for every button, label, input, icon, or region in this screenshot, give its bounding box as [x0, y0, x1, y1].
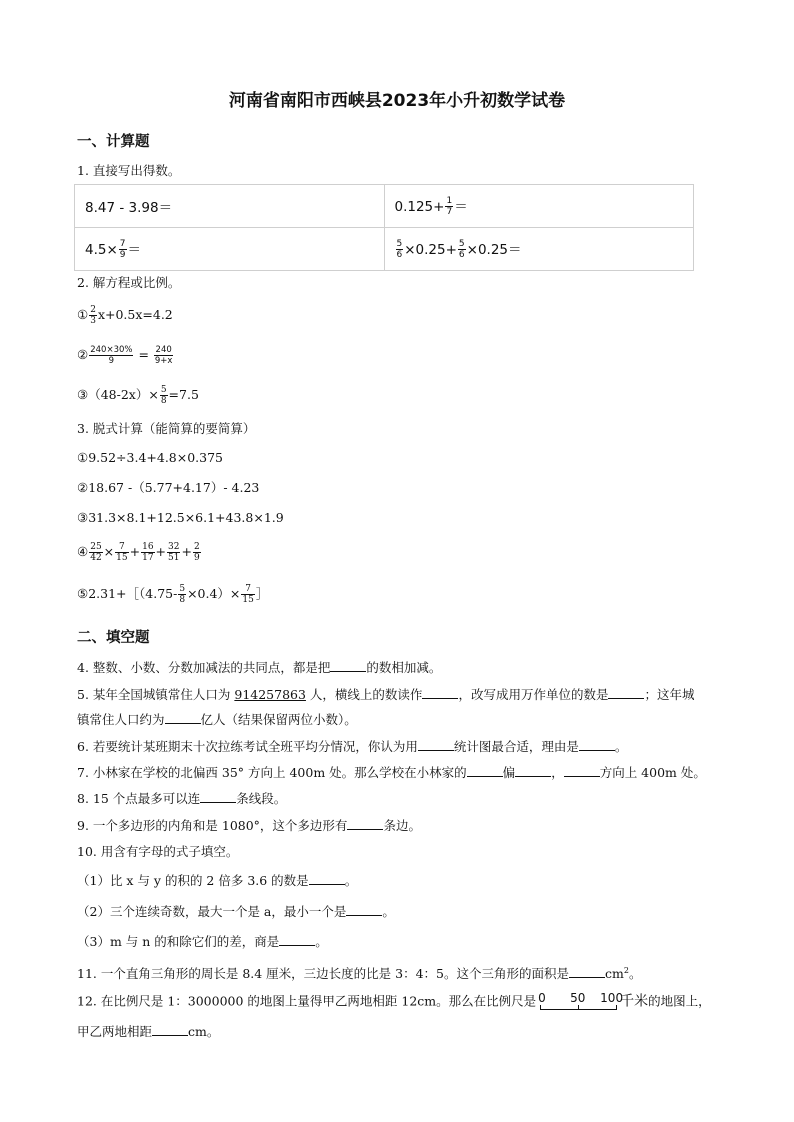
- section-calculation: 一、计算题: [77, 134, 150, 150]
- answer-blank[interactable]: [346, 903, 382, 916]
- fill-question-10-1: （1）比 x 与 y 的积的 2 倍多 3.6 的数是 。: [77, 873, 358, 888]
- calculation-5: ⑤2.31+［（4.75- $\frac{5}{8}$ ×0.4）× $\frac{7}{15}$ ］: [77, 584, 269, 605]
- answer-blank[interactable]: [515, 764, 551, 777]
- fill-question-12: 12. 在比例尺是 1：3000000 的地图上量得甲乙两地相距 12cm。那么在比例尺是 0 50 100 千米的地图上，: [77, 991, 711, 1013]
- calc-cell-4: $\frac{5}{6}$ ×0.25+ $\frac{5}{6}$ ×0.25＝: [384, 228, 694, 271]
- question-1: 1. 直接写出得数。: [77, 163, 181, 178]
- calculation-1: ①9.52÷3.4+4.8×0.375: [77, 450, 224, 465]
- answer-blank[interactable]: [330, 659, 366, 672]
- fill-question-7: 7. 小林家在学校的北偏西 35° 方向上 400m 处。那么学校在小林家的 偏 ， 方向上 400m 处。: [77, 765, 706, 780]
- answer-blank[interactable]: [579, 738, 615, 751]
- scale-bar: 0 50 100: [538, 991, 618, 1013]
- fill-question-9: 9. 一个多边形的内角和是 1080°，这个多边形有 条边。: [77, 818, 421, 833]
- answer-blank[interactable]: [152, 1023, 188, 1036]
- section-fill-blank: 二、填空题: [77, 630, 150, 646]
- answer-blank[interactable]: [165, 711, 201, 724]
- answer-blank[interactable]: [569, 965, 605, 978]
- calculation-3: ③31.3×8.1+12.5×6.1+43.8×1.9: [77, 510, 284, 525]
- fill-question-12-cont: 甲乙两地相距 cm。: [77, 1024, 220, 1039]
- fill-question-10-2: （2）三个连续奇数，最大一个是 a，最小一个是 。: [77, 904, 395, 919]
- page-title: 河南省南阳市西峡县2023年小升初数学试卷: [228, 91, 566, 111]
- fill-question-10: 10. 用含有字母的式子填空。: [77, 844, 239, 859]
- answer-blank[interactable]: [467, 764, 503, 777]
- question-2: 2. 解方程或比例。: [77, 275, 181, 290]
- calculation-2: ②18.67 -（5.77+4.17）- 4.23: [77, 480, 260, 495]
- question-3: 3. 脱式计算（能简算的要简算）: [77, 421, 256, 436]
- fill-question-8: 8. 15 个点最多可以连 条线段。: [77, 791, 287, 806]
- answer-blank[interactable]: [347, 817, 383, 830]
- answer-blank[interactable]: [418, 738, 454, 751]
- calc-cell-1: 8.47 - 3.98＝: [75, 185, 385, 228]
- calc-cell-3: 4.5× $\frac{7}{9}$ ＝: [75, 228, 385, 271]
- calculation-4: ④ $\frac{25}{42}$ × $\frac{7}{15}$ + $\frac{16}{17}$ + $\frac{32}{51}$ + $\frac{2}{9}$: [77, 542, 200, 563]
- answer-blank[interactable]: [422, 686, 458, 699]
- calc-cell-2: 0.125+ $\frac{1}{7}$ ＝: [384, 185, 694, 228]
- fill-question-6: 6. 若要统计某班期末十次拉练考试全班平均分情况，你认为用 统计图最合适，理由是 。: [77, 739, 628, 754]
- answer-blank[interactable]: [279, 933, 315, 946]
- direct-calculation-table: [74, 184, 694, 271]
- answer-blank[interactable]: [309, 872, 345, 885]
- fill-question-5-cont: 镇常住人口约为 亿人（结果保留两位小数）。: [77, 712, 357, 727]
- answer-blank[interactable]: [200, 790, 236, 803]
- equation-1: ① $\frac{2}{3}$ x+0.5x=4.2: [77, 305, 173, 326]
- equation-2: ② $\frac{240\times 30\%}{9}$ = $\frac{240}{9+x}$: [77, 345, 173, 366]
- fill-question-10-3: （3）m 与 n 的和除它们的差，商是 。: [77, 934, 328, 949]
- answer-blank[interactable]: [608, 686, 644, 699]
- fill-question-4: 4. 整数、小数、分数加减法的共同点，都是把 的数相加减。: [77, 660, 442, 675]
- equation-3: ③（48-2x）× $\frac{5}{8}$ =7.5: [77, 385, 199, 406]
- fill-question-11: 11. 一个直角三角形的周长是 8.4 厘米，三边长度的比是 3：4：5。这个三角形的面积是 $cm^2$。: [77, 966, 642, 982]
- fill-question-5: 5. 某年全国城镇常住人口为 914257863 人，横线上的数读作 ，改写成用万作单位的数是 ；这年城: [77, 687, 695, 702]
- answer-blank[interactable]: [564, 764, 600, 777]
